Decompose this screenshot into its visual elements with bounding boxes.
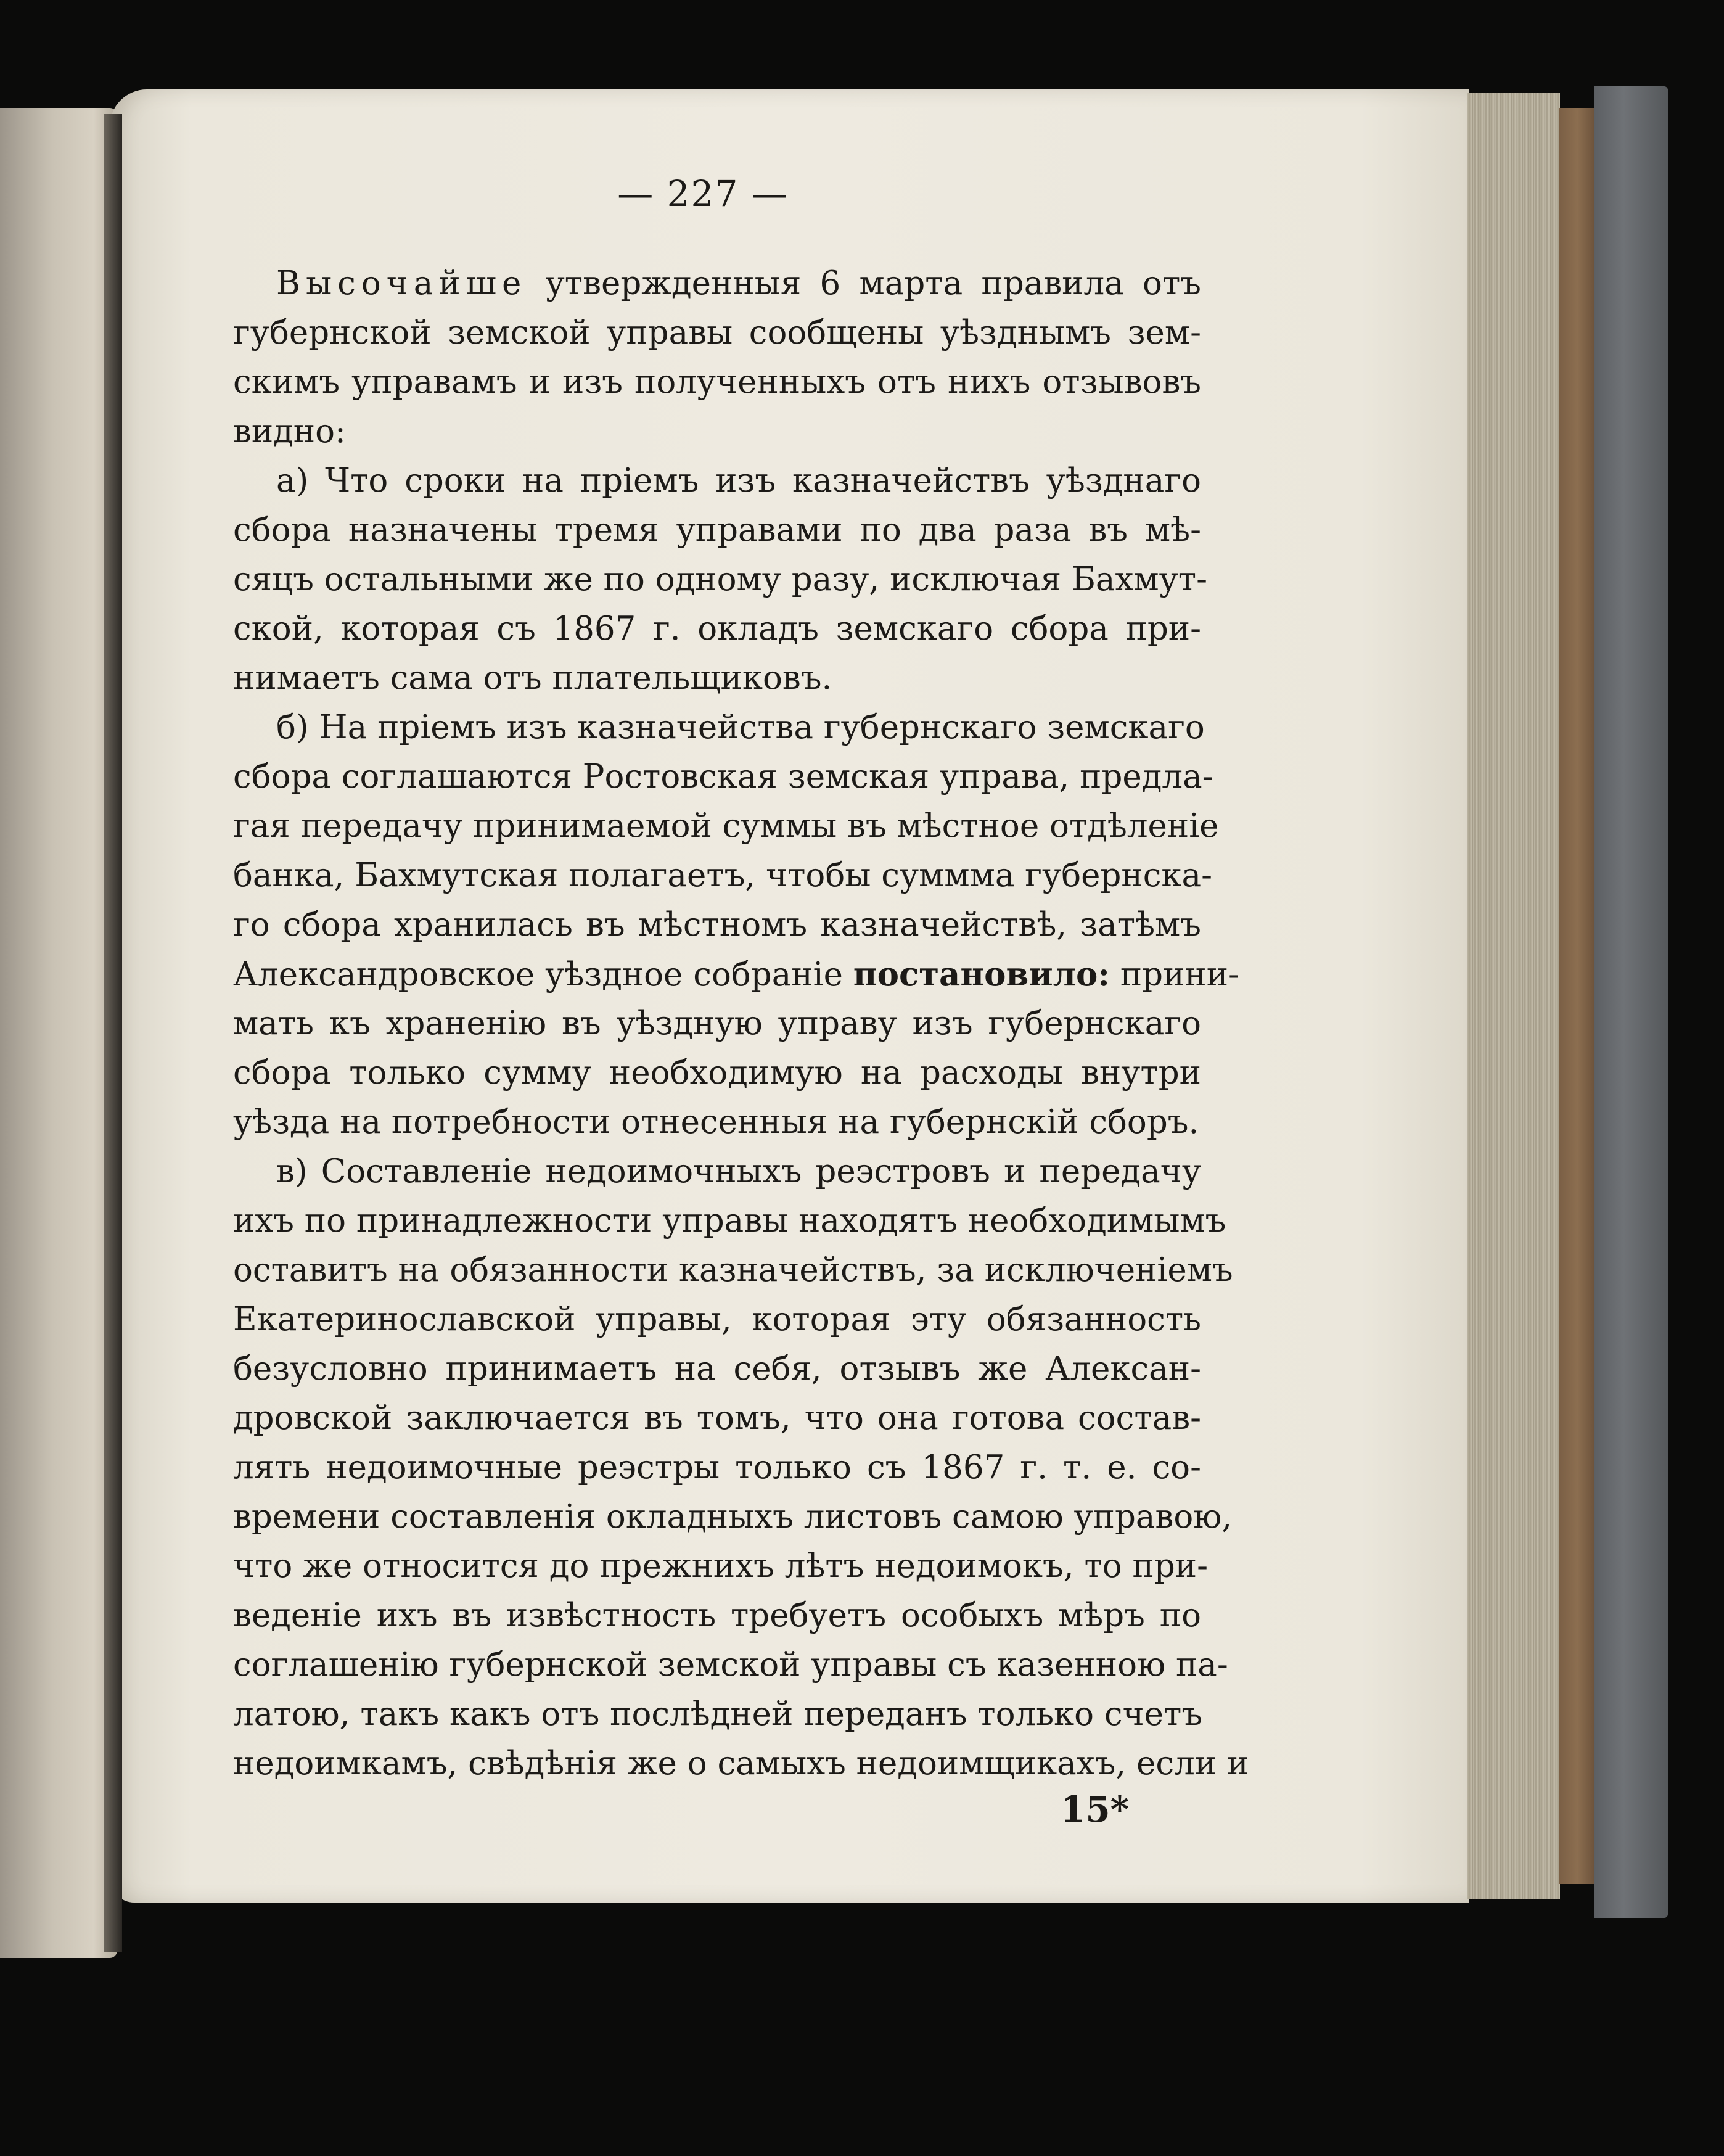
- page-stack-edge: [1467, 93, 1560, 1899]
- paragraph-b: [233, 703, 1239, 1147]
- text-line: банка, Бахмутская полагаетъ, чтобы суммма губернска-: [233, 857, 1213, 894]
- text-line: дровской заключается въ томъ, что она готова состав-: [233, 1399, 1201, 1437]
- text-line: ихъ по принадлежности управы находятъ необходимымъ: [233, 1202, 1226, 1240]
- text-line: сбора назначены тремя управами по два раза въ мѣ-: [233, 511, 1201, 549]
- text-line: лять недоимочные реэстры только съ 1867 г. т. е. со-: [233, 1449, 1201, 1486]
- text-line: недоимкамъ, свѣдѣнія же о самыхъ недоимщикахъ, если и: [233, 1745, 1249, 1782]
- text-line: гая передачу принимаемой суммы въ мѣстное отдѣленіе: [233, 807, 1219, 845]
- text-line: Екатеринославской управы, которая эту обязанность: [233, 1301, 1201, 1338]
- text-line: уѣзда на потребности отнесенныя на губернскій сборъ.: [233, 1103, 1199, 1141]
- text-line: скимъ управамъ и изъ полученныхъ отъ нихъ отзывовъ: [233, 363, 1201, 401]
- text-line: что же относится до прежнихъ лѣтъ недоимокъ, то при-: [233, 1547, 1209, 1585]
- cover-spine-edge: [1559, 108, 1596, 1884]
- text-line: Александровское уѣздное собраніе постановило: прини-: [233, 955, 1239, 994]
- text-line: в) Составленіе недоимочныхъ реэстровъ и передачу: [276, 1153, 1201, 1190]
- text-line: видно:: [233, 413, 346, 450]
- page-number: — 227 —: [617, 173, 789, 215]
- text-line: губернской земской управы сообщены уѣзднымъ зем-: [233, 314, 1201, 352]
- book-cover-board: [1594, 86, 1668, 1918]
- text-line: латою, такъ какъ отъ послѣдней переданъ только счетъ: [233, 1695, 1203, 1733]
- text-line: оставитъ на обязанности казначействъ, за исключеніемъ: [233, 1251, 1233, 1289]
- text-line: б) На пріемъ изъ казначейства губернскаго земскаго: [276, 709, 1205, 746]
- book-gutter: [104, 114, 122, 1952]
- paragraph-v: [233, 1147, 1249, 1788]
- paragraph-a: [233, 456, 1208, 703]
- text-line: нимаетъ сама отъ плательщиковъ.: [233, 659, 832, 697]
- text-line: а) Что сроки на пріемъ изъ казначействъ уѣзднаго: [276, 462, 1201, 500]
- text-line: го сбора хранилась въ мѣстномъ казначействѣ, затѣмъ: [233, 906, 1201, 944]
- paragraph-intro: [233, 259, 1201, 456]
- text-line: ской, которая съ 1867 г. окладъ земскаго сбора при-: [233, 610, 1201, 648]
- previous-page-edge: [0, 108, 117, 1958]
- signature-mark: 15*: [1061, 1788, 1130, 1830]
- text-line: Высочайше утвержденныя 6 марта правила отъ: [276, 265, 1201, 302]
- text-line: сяцъ остальными же по одному разу, исключая Бахмут-: [233, 561, 1208, 598]
- text-line: веденіе ихъ въ извѣстность требуетъ особыхъ мѣръ по: [233, 1597, 1201, 1634]
- text-line: безусловно принимаетъ на себя, отзывъ же Алексан-: [233, 1350, 1201, 1388]
- emphasized-word: Высочайше: [276, 265, 527, 302]
- text-line: мать къ храненію въ уѣздную управу изъ губернскаго: [233, 1005, 1201, 1042]
- text-line: сбора только сумму необходимую на расходы внутри: [233, 1054, 1201, 1092]
- text-line: времени составленія окладныхъ листовъ самою управою,: [233, 1498, 1233, 1536]
- page-text: [233, 259, 1249, 1788]
- text-line: соглашенію губернской земской управы съ казенною па-: [233, 1646, 1228, 1684]
- text-line: сбора соглашаются Ростовская земская управа, предла-: [233, 758, 1213, 796]
- bold-term: постановило:: [853, 955, 1110, 994]
